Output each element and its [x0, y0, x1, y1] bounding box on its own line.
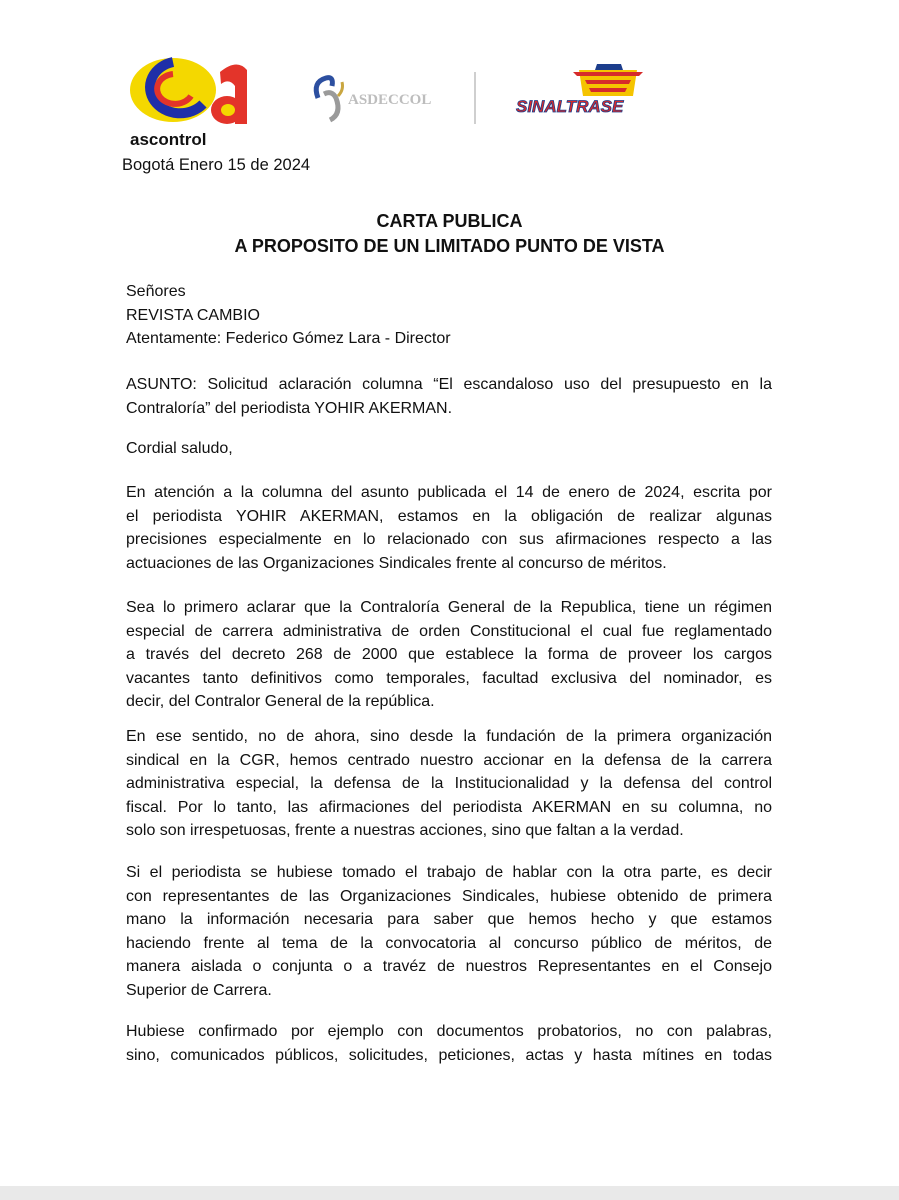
paragraph-3 — [126, 725, 772, 843]
paragraph-line: sino, comunicados públicos, solicitudes, peticiones, actas y hasta mítines en todas — [126, 1046, 772, 1064]
paragraph-line: Sea lo primero aclarar que la Contraloría General de la Republica, tiene un régimen — [126, 599, 772, 616]
ascontrol-logo — [125, 52, 275, 152]
letter-title: CARTA PUBLICA — [376, 211, 523, 231]
greeting — [126, 437, 772, 461]
recipient-salutation: Señores — [126, 283, 186, 300]
paragraph-line: mano la información necesaria para saber que hemos hecho y que estamos — [126, 911, 772, 928]
letter-subtitle: A PROPOSITO DE UN LIMITADO PUNTO DE VISTA — [234, 236, 665, 256]
paragraph-line: haciendo frente al tema de la convocatoria al concurso público de méritos, de — [126, 934, 772, 952]
recipient-publication: REVISTA CAMBIO — [126, 306, 260, 324]
paragraph-line: vacantes tanto definitivos como temporales, facultad exclusiva del nominador, es — [126, 669, 772, 687]
paragraph-5 — [126, 1020, 772, 1067]
recipient-attention: Atentamente: Federico Gómez Lara - Director — [126, 330, 451, 347]
asdeccol-logo-text: ASDECCOL — [348, 92, 432, 108]
sinaltrase-logo-text: SINALTRASE — [516, 97, 624, 116]
subject-line: Contraloría” del periodista YOHIR AKERMAN. — [126, 399, 453, 417]
paragraph-line: el periodista YOHIR AKERMAN, estamos en la obligación de realizar algunas — [126, 507, 772, 525]
paragraph-1 — [126, 481, 772, 575]
page-bottom-edge — [0, 1186, 899, 1200]
paragraph-4 — [126, 861, 772, 1002]
paragraph-line: Si el periodista se hubiese tomado el trabajo de hablar con la otra parte, es decir — [126, 864, 772, 881]
letter-date: Bogotá Enero 15 de 2024 — [122, 156, 311, 174]
paragraph-line: Hubiese confirmado por ejemplo con documentos probatorios, no con palabras, — [126, 1023, 772, 1040]
paragraph-line: con representantes de las Organizaciones Sindicales, hubiese obtenido de primera — [126, 887, 772, 905]
recipient-block — [126, 280, 772, 351]
header-logos — [125, 52, 725, 152]
paragraph-line: decir, del Contralor General de la república. — [126, 693, 435, 710]
paragraph-2 — [126, 596, 772, 714]
paragraph-line: fiscal. Por lo tanto, las afirmaciones del periodista AKERMAN en su columna, no — [126, 798, 772, 816]
asdeccol-logo — [308, 68, 488, 128]
paragraph-line: Superior de Carrera. — [126, 981, 272, 999]
paragraph-line: administrativa especial, la defensa de la Institucionalidad y la defensa del control — [126, 775, 772, 792]
subject-line: ASUNTO: Solicitud aclaración columna “El escandaloso uso del presupuesto en la — [126, 376, 772, 393]
subject-block — [126, 373, 772, 420]
paragraph-line: En ese sentido, no de ahora, sino desde la fundación de la primera organización — [126, 728, 772, 745]
paragraph-line: solo son irrespetuosas, frente a nuestras acciones, sino que faltan a la verdad. — [126, 822, 684, 839]
paragraph-line: actuaciones de las Organizaciones Sindicales frente al concurso de méritos. — [126, 554, 667, 572]
sinaltrase-logo — [513, 62, 703, 122]
paragraph-line: especial de carrera administrativa de orden Constitucional el cual fue reglamentado — [126, 622, 772, 640]
paragraph-line: En atención a la columna del asunto publicada el 14 de enero de 2024, escrita por — [126, 484, 772, 501]
greeting-text: Cordial saludo, — [126, 440, 233, 457]
paragraph-line: precisiones especialmente en lo relacionado con sus afirmaciones respecto a las — [126, 531, 772, 548]
paragraph-line: sindical en la CGR, hemos centrado nuestro accionar en la defensa de la carrera — [126, 751, 772, 769]
paragraph-line: a través del decreto 268 de 2000 que establece la forma de proveer los cargos — [126, 646, 772, 663]
ascontrol-logo-text: ascontrol — [130, 130, 207, 149]
paragraph-line: manera aislada o conjunta o a travéz de nuestros Representantes en el Consejo — [126, 958, 772, 975]
